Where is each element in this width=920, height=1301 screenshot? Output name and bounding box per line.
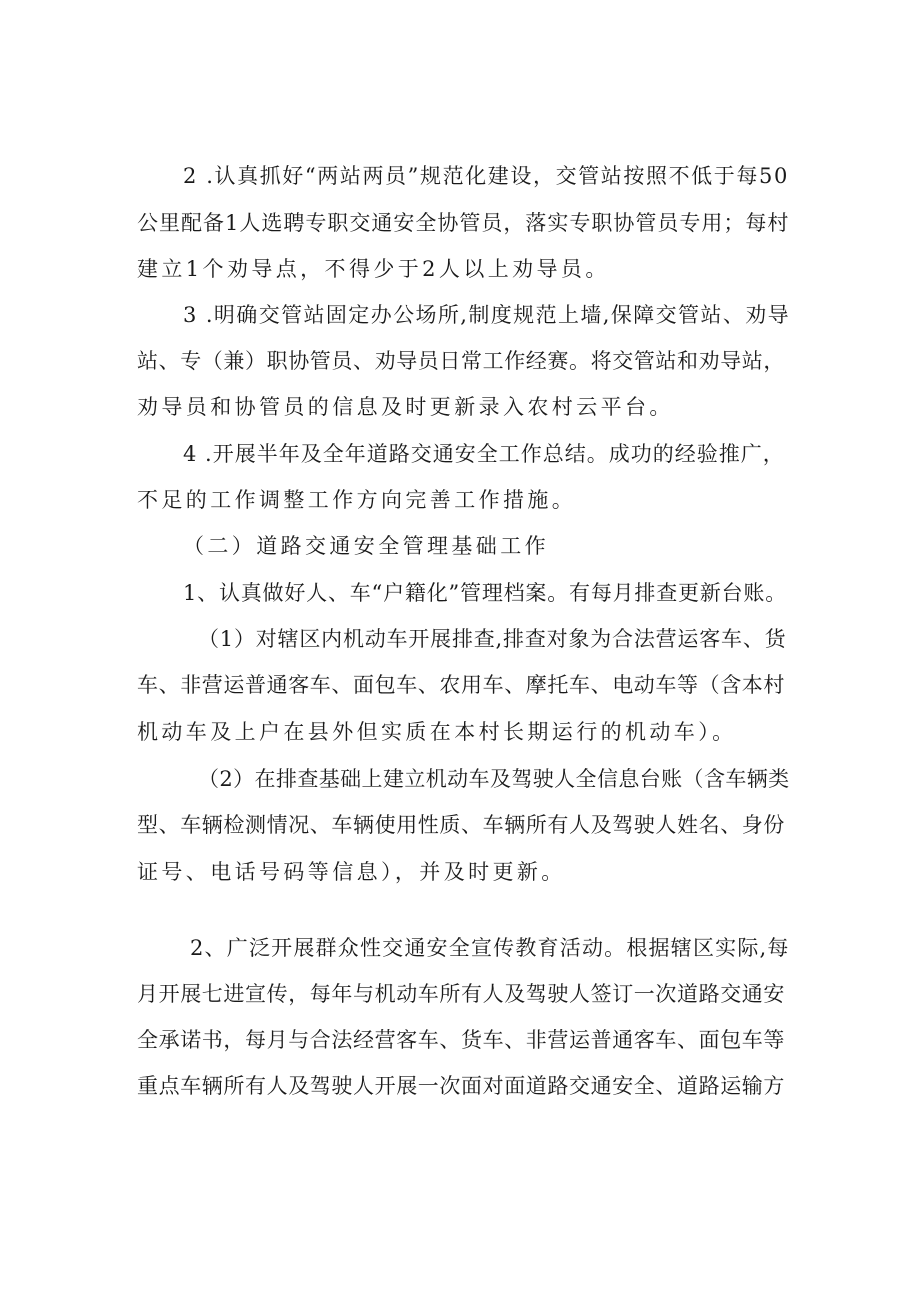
text-line: 全承诺书，每月与合法经营客车、货车、非营运普通客车、面包车等	[137, 1028, 785, 1052]
text-line: 2、广泛开展群众性交通安全宣传教育活动。根据辖区实际,每	[190, 936, 790, 960]
text-line: 站、专（兼）职协管员、劝导员日常工作经赛。将交管站和劝导站，	[137, 349, 785, 373]
text-line: 机动车及上户在县外但实质在本村长期运行的机动车）。	[137, 720, 737, 744]
text-line: （1）对辖区内机动车开展排查,排查对象为合法营运客车、货	[198, 627, 787, 651]
text-line: 3 .明确交管站固定办公场所,制度规范上墙,保障交管站、劝导	[183, 303, 791, 327]
text-line: 不足的工作调整工作方向完善工作措施。	[137, 488, 577, 512]
text-line: 证号、电话号码等信息），并及时更新。	[137, 860, 566, 884]
text-line: （2）在排查基础上建立机动车及驾驶人全信息台账（含车辆类	[198, 767, 790, 791]
text-line: 建立1个劝导点，不得少于2人以上劝导员。	[137, 257, 610, 281]
text-line: 重点车辆所有人及驾驶人开展一次面对面道路交通安全、道路运输方	[137, 1074, 785, 1098]
text-line: 公里配备1人选聘专职交通安全协管员，落实专职协管员专用；每村	[137, 211, 790, 235]
text-line: 劝导员和协管员的信息及时更新录入农村云平台。	[137, 395, 674, 419]
section-heading: （二）道路交通安全管理基础工作	[183, 534, 549, 558]
text-line: 月开展七进宣传，每年与机动车所有人及驾驶人签订一次道路交通安	[137, 982, 785, 1006]
text-line: 车、非营运普通客车、面包车、农用车、摩托车、电动车等（含本村	[137, 673, 785, 697]
text-line: 2 .认真抓好“两站两员”规范化建设，交管站按照不低于每50	[183, 164, 789, 188]
text-line: 4 .开展半年及全年道路交通安全工作总结。成功的经验推广，	[183, 442, 785, 466]
text-line: 型、车辆检测情况、车辆使用性质、车辆所有人及驾驶人姓名、身份	[137, 813, 785, 837]
text-line: 1、认真做好人、车“户籍化”管理档案。有每月排查更新台账。	[183, 581, 788, 605]
